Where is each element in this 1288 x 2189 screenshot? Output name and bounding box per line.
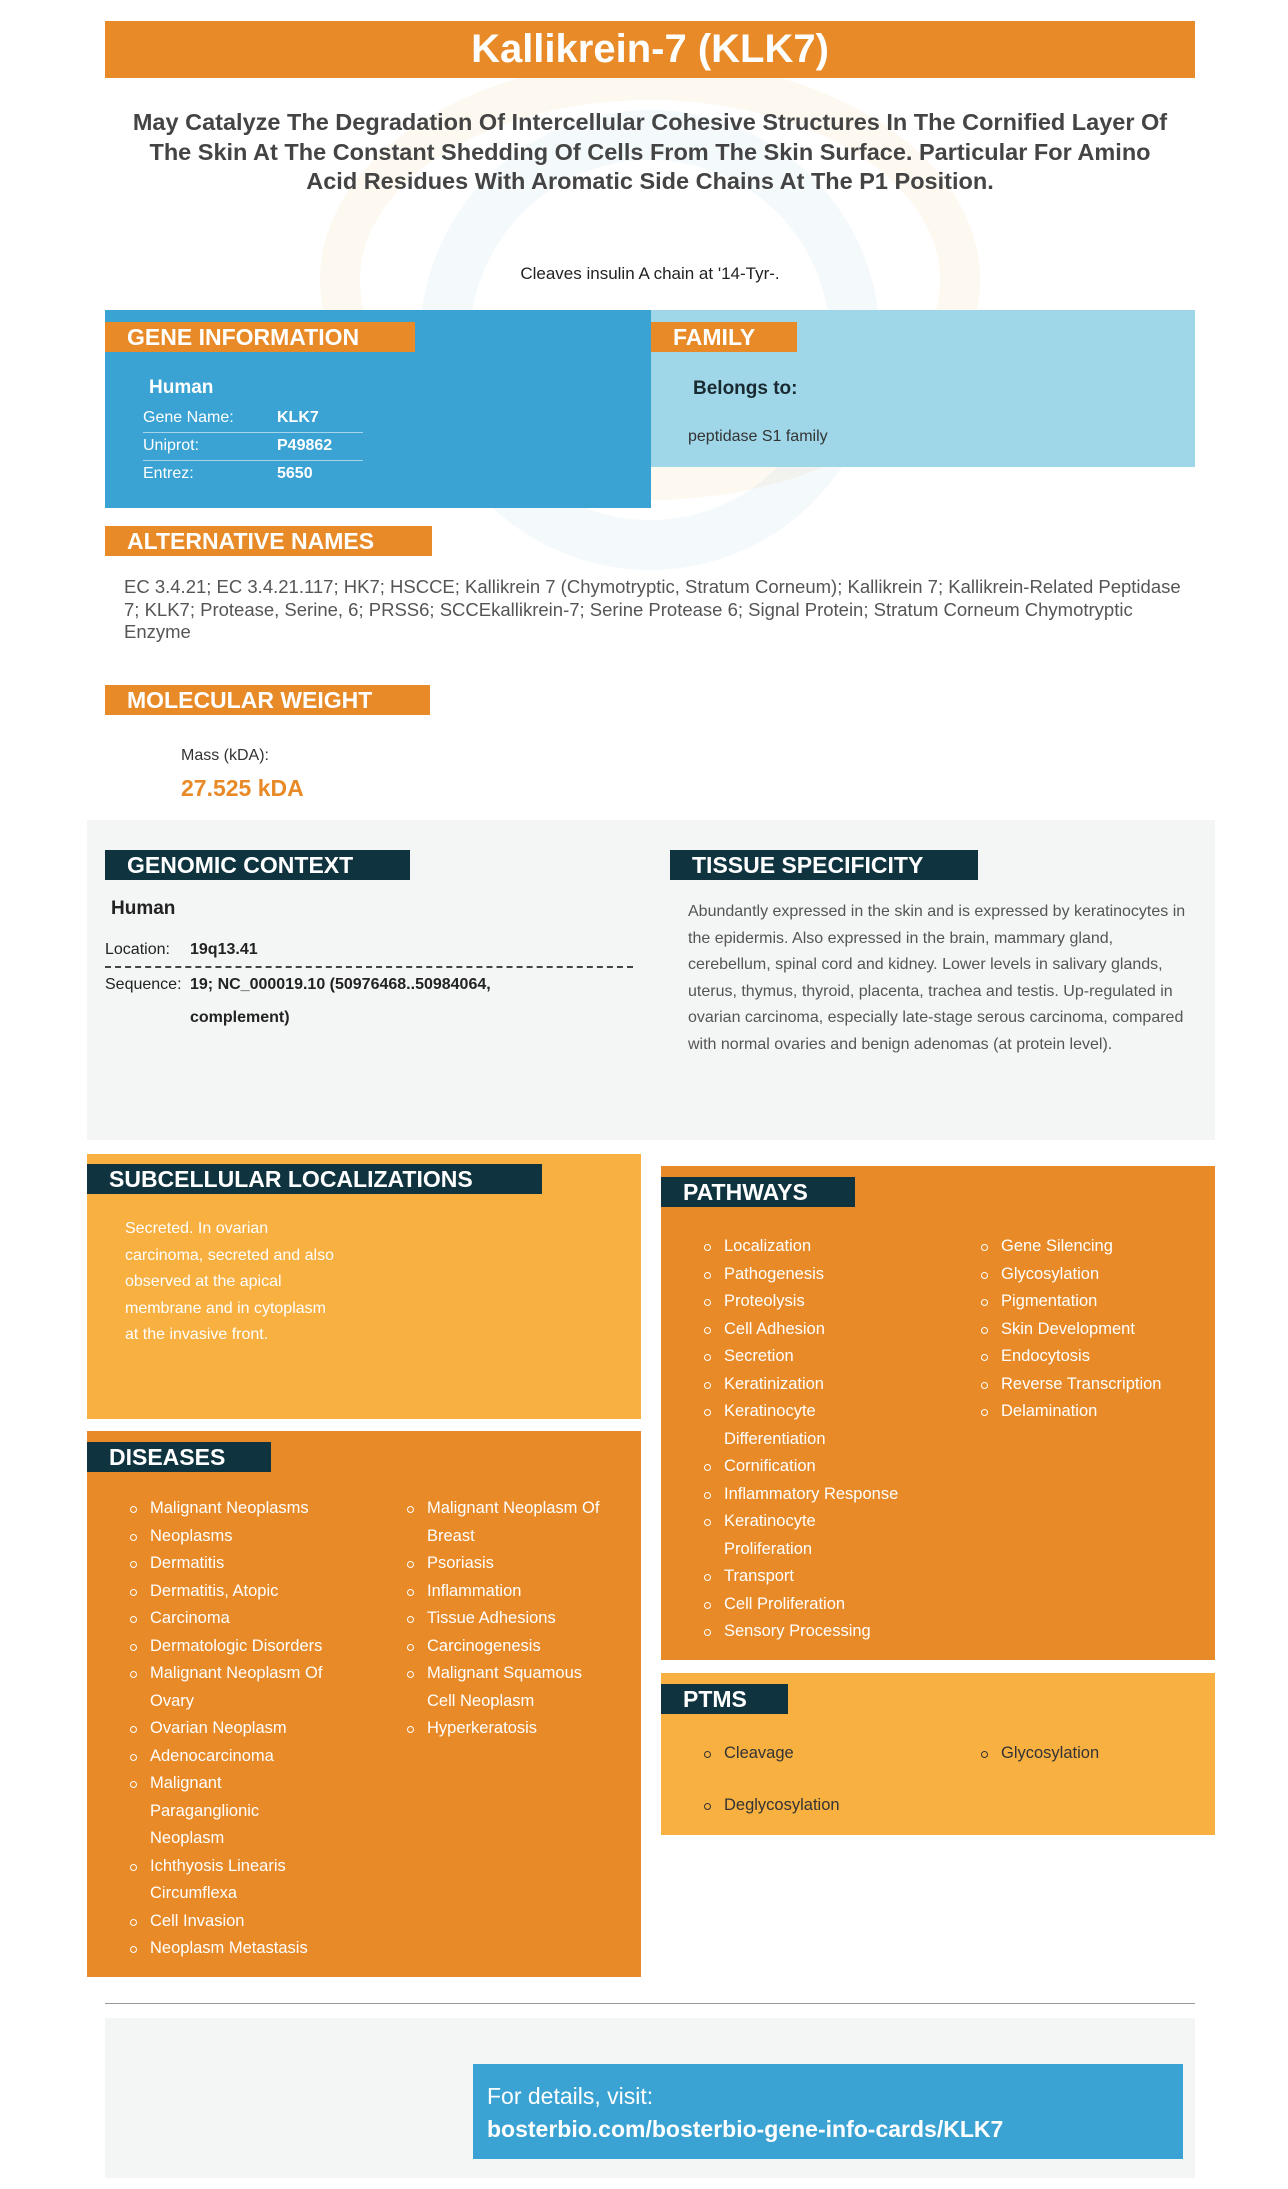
genomic-context-heading: GENOMIC CONTEXT — [105, 850, 410, 880]
list-item: Reverse Transcription — [981, 1371, 1206, 1399]
function-summary: May Catalyze The Degradation Of Intercellular Cohesive Structures In The Cornified Layer Of The Skin At The Constant Shedding Of Cells From The Skin Surface. Particular For Amino Acid Residues With Aromatic Side Chains At The P1 Position. — [132, 109, 1168, 194]
list-item: Cleavage — [704, 1740, 924, 1768]
list-item: Carcinoma — [130, 1605, 350, 1633]
mass-label: Mass (kDA): — [181, 747, 269, 764]
list-item: Glycosylation — [981, 1261, 1206, 1289]
list-item: Gene Silencing — [981, 1233, 1206, 1261]
entrez-label: Entrez: — [143, 465, 194, 482]
pathways-heading: PATHWAYS — [661, 1177, 855, 1207]
pathways-panel — [661, 1166, 1215, 1660]
alternative-names-heading: ALTERNATIVE NAMES — [105, 526, 432, 556]
list-item: Hyperkeratosis — [407, 1715, 632, 1743]
list-item: Ichthyosis Linearis Circumflexa — [130, 1853, 320, 1908]
list-item: Deglycosylation — [704, 1792, 924, 1820]
alternative-names-text: EC 3.4.21; EC 3.4.21.117; HK7; HSCCE; Kallikrein 7 (Chymotryptic, Stratum Corneum); Kallikrein 7; Kallikrein-Related Peptidase 7; KLK7; Protease, Serine, 6; PRSS6; SCCEkallikrein-7; Serine Protease 6; Signal Protein; Stratum Corneum Chymotryptic Enzyme — [124, 576, 1181, 642]
molecular-weight-heading: MOLECULAR WEIGHT — [105, 685, 430, 715]
mass-value: 27.525 kDA — [181, 775, 304, 801]
list-item: Psoriasis — [407, 1550, 632, 1578]
subcellular-heading: SUBCELLULAR LOCALIZATIONS — [87, 1164, 542, 1194]
sequence-value: 19; NC_000019.10 (50976468..50984064, complement) — [190, 976, 491, 1026]
diseases-heading: DISEASES — [87, 1442, 271, 1472]
family-value: peptidase S1 family — [688, 428, 828, 445]
family-panel — [651, 310, 1195, 467]
list-item: Cornification — [704, 1453, 924, 1481]
diseases-list-col2 — [407, 1495, 632, 1743]
entrez-row — [143, 465, 313, 483]
list-item: Dermatologic Disorders — [130, 1633, 350, 1661]
list-item: Proteolysis — [704, 1288, 924, 1316]
gene-name-label: Gene Name: — [143, 409, 234, 426]
page-title: Kallikrein-7 (KLK7) — [105, 21, 1195, 78]
gene-information-heading: GENE INFORMATION — [105, 322, 415, 352]
list-item: Malignant Neoplasm Of Ovary — [130, 1660, 350, 1715]
sequence-label: Sequence: — [105, 976, 182, 993]
list-item: Cell Adhesion — [704, 1316, 924, 1344]
list-item: Malignant Squamous Cell Neoplasm — [407, 1660, 607, 1715]
ptms-heading: PTMS — [661, 1684, 788, 1714]
pathways-list-col1 — [704, 1233, 924, 1646]
list-item: Inflammatory Response — [704, 1481, 924, 1509]
ptms-list-col1-row2 — [704, 1792, 924, 1820]
list-item: Dermatitis, Atopic — [130, 1578, 350, 1606]
list-item: Keratinization — [704, 1371, 924, 1399]
divider — [143, 460, 363, 461]
tissue-specificity-text: Abundantly expressed in the skin and is expressed by keratinocytes in the epidermis. Also expressed in the brain, mammary gland, cerebellum, spinal cord and kidney. Lower levels in salivary glands, uterus, thymus, thyroid, placenta, trachea and testis. Up-regulated in ovarian carcinoma, especially late-stage serous carcinoma, compared with normal ovaries and benign adenomas (at protein level). — [688, 903, 1186, 1053]
gene-information-panel — [105, 310, 651, 508]
gene-name-row — [143, 409, 319, 427]
pathways-list-col2 — [981, 1233, 1206, 1426]
ptms-list-col1 — [704, 1740, 924, 1768]
list-item: Keratinocyte Differentiation — [704, 1398, 844, 1453]
details-label: For details, visit: — [487, 2083, 654, 2109]
genomic-organism: Human — [111, 898, 176, 919]
details-url-link[interactable]: bosterbio.com/bosterbio-gene-info-cards/KLK7 — [487, 2116, 1004, 2142]
list-item: Localization — [704, 1233, 924, 1261]
list-item: Neoplasm Metastasis — [130, 1935, 350, 1963]
list-item: Cell Proliferation — [704, 1591, 924, 1619]
uniprot-value: P49862 — [277, 437, 333, 454]
list-item: Endocytosis — [981, 1343, 1206, 1371]
list-item: Carcinogenesis — [407, 1633, 632, 1661]
list-item: Malignant Neoplasms — [130, 1495, 350, 1523]
list-item: Neoplasms — [130, 1523, 350, 1551]
list-item: Malignant Paraganglionic Neoplasm — [130, 1770, 280, 1853]
tissue-specificity-heading: TISSUE SPECIFICITY — [670, 850, 978, 880]
diseases-panel — [87, 1431, 641, 1977]
family-belongs-label: Belongs to: — [693, 378, 798, 399]
subcellular-panel — [87, 1154, 641, 1419]
list-item: Ovarian Neoplasm — [130, 1715, 350, 1743]
ptms-list-col2 — [981, 1740, 1201, 1768]
uniprot-label: Uniprot: — [143, 437, 200, 454]
list-item: Pigmentation — [981, 1288, 1206, 1316]
gene-name-value: KLK7 — [277, 409, 319, 426]
function-note: Cleaves insulin A chain at '14-Tyr-. — [520, 264, 780, 283]
location-value: 19q13.41 — [190, 941, 258, 958]
uniprot-row — [143, 437, 332, 455]
subcellular-text: Secreted. In ovarian carcinoma, secreted and also observed at the apical membrane and in cytoplasm at the invasive front. — [125, 1220, 334, 1343]
location-label: Location: — [105, 941, 170, 958]
entrez-value: 5650 — [277, 465, 313, 482]
list-item: Sensory Processing — [704, 1618, 924, 1646]
list-item: Malignant Neoplasm Of Breast — [407, 1495, 632, 1550]
list-item: Transport — [704, 1563, 924, 1591]
list-item: Skin Development — [981, 1316, 1206, 1344]
list-item: Dermatitis — [130, 1550, 350, 1578]
footer-divider — [105, 2003, 1195, 2004]
list-item: Secretion — [704, 1343, 924, 1371]
list-item: Pathogenesis — [704, 1261, 924, 1289]
gene-organism: Human — [149, 377, 214, 398]
list-item: Cell Invasion — [130, 1908, 350, 1936]
diseases-list-col1 — [130, 1495, 350, 1963]
list-item: Delamination — [981, 1398, 1206, 1426]
ptms-panel — [661, 1673, 1215, 1835]
list-item: Adenocarcinoma — [130, 1743, 350, 1771]
family-heading: FAMILY — [651, 322, 797, 352]
list-item: Glycosylation — [981, 1740, 1201, 1768]
list-item: Keratinocyte Proliferation — [704, 1508, 844, 1563]
divider — [143, 432, 363, 433]
list-item: Tissue Adhesions — [407, 1605, 632, 1633]
details-link-box[interactable] — [473, 2064, 1183, 2159]
list-item: Inflammation — [407, 1578, 632, 1606]
